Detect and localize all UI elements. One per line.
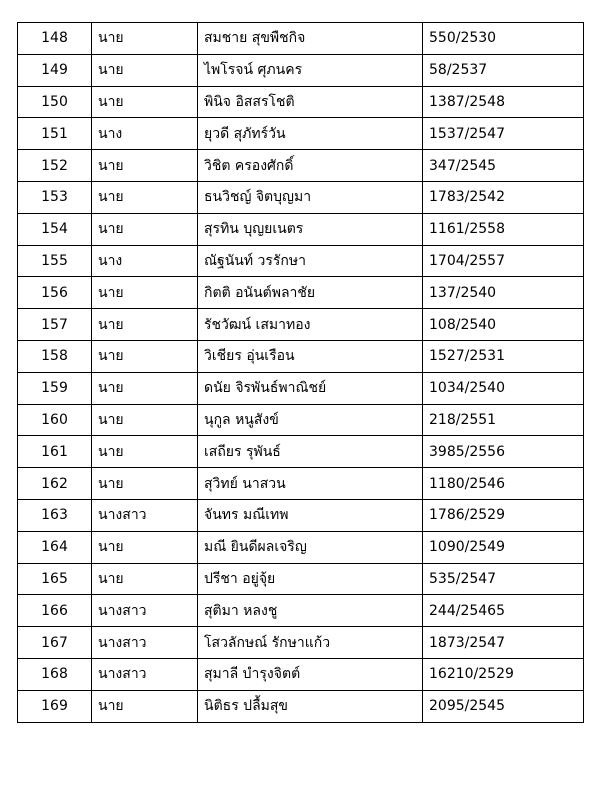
table-row xyxy=(18,372,584,404)
row-name: จันทร มณีเทพ xyxy=(198,499,423,531)
table-row xyxy=(18,277,584,309)
row-name: สุมาลี บำรุงจิตต์ xyxy=(198,658,423,690)
row-title: นาย xyxy=(92,468,198,500)
row-reference: 108/2540 xyxy=(423,309,584,341)
row-name: เสถียร รุพันธ์ xyxy=(198,436,423,468)
table-row xyxy=(18,499,584,531)
row-number: 149 xyxy=(18,54,92,86)
row-reference: 347/2545 xyxy=(423,150,584,182)
row-number: 156 xyxy=(18,277,92,309)
row-reference: 1527/2531 xyxy=(423,340,584,372)
table-row xyxy=(18,563,584,595)
table-row xyxy=(18,340,584,372)
table-row xyxy=(18,404,584,436)
table-row xyxy=(18,595,584,627)
table-row xyxy=(18,531,584,563)
table-row xyxy=(18,468,584,500)
row-number: 155 xyxy=(18,245,92,277)
row-name: วิชิต ครองศักดิ์ xyxy=(198,150,423,182)
row-reference: 2095/2545 xyxy=(423,690,584,722)
row-number: 150 xyxy=(18,86,92,118)
row-title: นาย xyxy=(92,436,198,468)
row-name: ยุวดี สุภัทร์วัน xyxy=(198,118,423,150)
row-title: นาย xyxy=(92,213,198,245)
table-row xyxy=(18,181,584,213)
row-title: นาย xyxy=(92,340,198,372)
table-row xyxy=(18,54,584,86)
row-title: นางสาว xyxy=(92,499,198,531)
row-reference: 1783/2542 xyxy=(423,181,584,213)
table-row xyxy=(18,118,584,150)
row-number: 162 xyxy=(18,468,92,500)
table-row xyxy=(18,436,584,468)
row-name: กิตติ อนันต์พลาชัย xyxy=(198,277,423,309)
row-reference: 1090/2549 xyxy=(423,531,584,563)
table-row xyxy=(18,213,584,245)
row-reference: 58/2537 xyxy=(423,54,584,86)
row-number: 161 xyxy=(18,436,92,468)
row-name: ไพโรจน์ ศุภนคร xyxy=(198,54,423,86)
row-number: 168 xyxy=(18,658,92,690)
row-reference: 1034/2540 xyxy=(423,372,584,404)
member-table-body xyxy=(18,23,584,723)
row-title: นาย xyxy=(92,181,198,213)
row-title: นาย xyxy=(92,86,198,118)
row-name: ดนัย จิรพันธ์พาณิชย์ xyxy=(198,372,423,404)
row-number: 153 xyxy=(18,181,92,213)
row-title: นาย xyxy=(92,563,198,595)
row-number: 151 xyxy=(18,118,92,150)
row-reference: 1873/2547 xyxy=(423,627,584,659)
row-number: 160 xyxy=(18,404,92,436)
row-reference: 137/2540 xyxy=(423,277,584,309)
row-name: ณัฐนันท์ วรรักษา xyxy=(198,245,423,277)
row-number: 154 xyxy=(18,213,92,245)
row-name: สุติมา หลงชู xyxy=(198,595,423,627)
row-number: 163 xyxy=(18,499,92,531)
row-title: นางสาว xyxy=(92,595,198,627)
row-name: ปรีชา อยู่จุ้ย xyxy=(198,563,423,595)
row-name: รัชวัฒน์ เสมาทอง xyxy=(198,309,423,341)
row-title: นางสาว xyxy=(92,658,198,690)
row-number: 152 xyxy=(18,150,92,182)
row-number: 167 xyxy=(18,627,92,659)
row-name: สมชาย สุขพืชกิจ xyxy=(198,23,423,55)
member-table xyxy=(17,22,584,723)
row-reference: 1387/2548 xyxy=(423,86,584,118)
table-row xyxy=(18,86,584,118)
table-row xyxy=(18,150,584,182)
row-title: นาย xyxy=(92,372,198,404)
table-row xyxy=(18,245,584,277)
row-title: นาง xyxy=(92,118,198,150)
row-number: 159 xyxy=(18,372,92,404)
table-row xyxy=(18,690,584,722)
row-title: นาย xyxy=(92,150,198,182)
row-title: นาย xyxy=(92,404,198,436)
row-reference: 16210/2529 xyxy=(423,658,584,690)
row-reference: 1161/2558 xyxy=(423,213,584,245)
row-reference: 1180/2546 xyxy=(423,468,584,500)
row-name: นุกูล หนูสังข์ xyxy=(198,404,423,436)
row-reference: 244/25465 xyxy=(423,595,584,627)
row-title: นาย xyxy=(92,531,198,563)
row-name: สุรทิน บุญยเนตร xyxy=(198,213,423,245)
row-title: นาง xyxy=(92,245,198,277)
row-title: นาย xyxy=(92,54,198,86)
row-title: นาย xyxy=(92,690,198,722)
row-reference: 550/2530 xyxy=(423,23,584,55)
row-name: มณี ยินดีผลเจริญ xyxy=(198,531,423,563)
row-number: 169 xyxy=(18,690,92,722)
row-number: 158 xyxy=(18,340,92,372)
table-row xyxy=(18,658,584,690)
row-number: 164 xyxy=(18,531,92,563)
row-number: 166 xyxy=(18,595,92,627)
row-reference: 1704/2557 xyxy=(423,245,584,277)
row-name: สุวิทย์ นาสวน xyxy=(198,468,423,500)
row-reference: 3985/2556 xyxy=(423,436,584,468)
row-name: ธนวิชญ์ จิตบุญมา xyxy=(198,181,423,213)
row-title: นาย xyxy=(92,23,198,55)
row-title: นางสาว xyxy=(92,627,198,659)
row-title: นาย xyxy=(92,277,198,309)
row-number: 148 xyxy=(18,23,92,55)
row-reference: 1537/2547 xyxy=(423,118,584,150)
row-name: โสวลักษณ์ รักษาแก้ว xyxy=(198,627,423,659)
row-number: 157 xyxy=(18,309,92,341)
table-row xyxy=(18,627,584,659)
row-name: พินิจ อิสสรโชติ xyxy=(198,86,423,118)
table-row xyxy=(18,309,584,341)
row-number: 165 xyxy=(18,563,92,595)
row-name: นิติธร ปลื้มสุข xyxy=(198,690,423,722)
row-reference: 1786/2529 xyxy=(423,499,584,531)
table-row xyxy=(18,23,584,55)
row-title: นาย xyxy=(92,309,198,341)
row-reference: 535/2547 xyxy=(423,563,584,595)
row-name: วิเชียร อุ่นเรือน xyxy=(198,340,423,372)
row-reference: 218/2551 xyxy=(423,404,584,436)
